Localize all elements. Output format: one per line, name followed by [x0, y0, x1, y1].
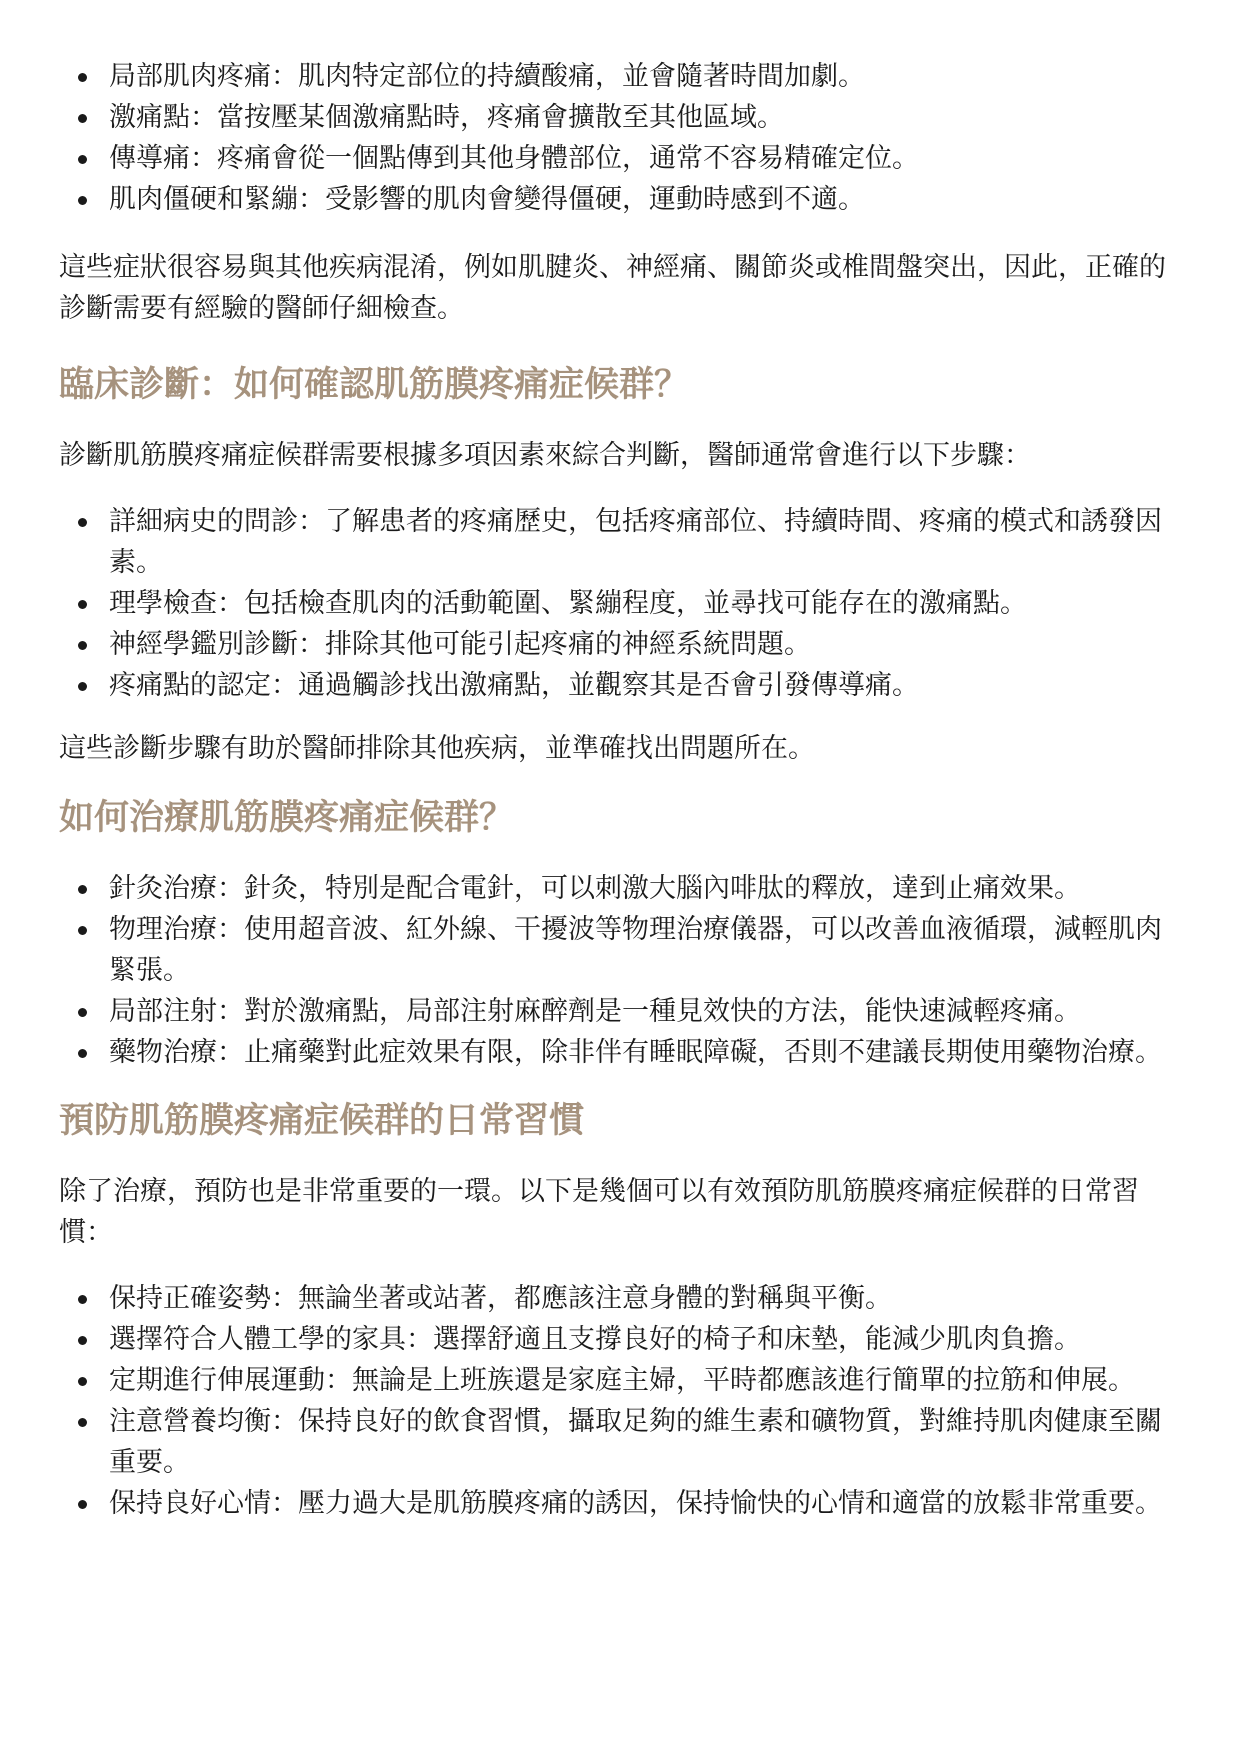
list-item: 局部注射：對於激痛點，局部注射麻醉劑是一種見效快的方法，能快速減輕疼痛。 — [109, 991, 1179, 1032]
symptom-list — [59, 56, 1179, 220]
list-item: 定期進行伸展運動：無論是上班族還是家庭主婦，平時都應該進行簡單的拉筋和伸展。 — [109, 1360, 1179, 1401]
prevention-list — [59, 1278, 1179, 1524]
list-item: 局部肌肉疼痛：肌肉特定部位的持續酸痛，並會隨著時間加劇。 — [109, 56, 1179, 97]
list-item: 物理治療：使用超音波、紅外線、干擾波等物理治療儀器，可以改善血液循環，減輕肌肉緊張。 — [109, 909, 1179, 991]
list-item: 神經學鑑別診斷：排除其他可能引起疼痛的神經系統問題。 — [109, 624, 1179, 665]
document-page — [59, 56, 1179, 1524]
list-item: 保持良好心情：壓力過大是肌筋膜疼痛的誘因，保持愉快的心情和適當的放鬆非常重要。 — [109, 1483, 1179, 1524]
prevention-heading: 預防肌筋膜疼痛症候群的日常習慣 — [59, 1101, 585, 1141]
list-item: 保持正確姿勢：無論坐著或站著，都應該注意身體的對稱與平衡。 — [109, 1278, 1179, 1319]
list-item: 理學檢查：包括檢查肌肉的活動範圍、緊繃程度，並尋找可能存在的激痛點。 — [109, 583, 1179, 624]
prevention-intro: 除了治療，預防也是非常重要的一環。以下是幾個可以有效預防肌筋膜疼痛症候群的日常習慣： — [59, 1176, 1139, 1248]
list-item: 選擇符合人體工學的家具：選擇舒適且支撐良好的椅子和床墊，能減少肌肉負擔。 — [109, 1319, 1179, 1360]
list-item: 疼痛點的認定：通過觸診找出激痛點，並觀察其是否會引發傳導痛。 — [109, 665, 1179, 706]
list-item: 傳導痛：疼痛會從一個點傳到其他身體部位，通常不容易精確定位。 — [109, 138, 1179, 179]
diagnosis-heading: 臨床診斷：如何確認肌筋膜疼痛症候群？ — [59, 365, 690, 405]
list-item: 針灸治療：針灸，特別是配合電針，可以刺激大腦內啡肽的釋放，達到止痛效果。 — [109, 868, 1179, 909]
diagnosis-intro: 診斷肌筋膜疼痛症候群需要根據多項因素來綜合判斷，醫師通常會進行以下步驟： — [59, 440, 1031, 471]
diagnosis-paragraph: 這些診斷步驟有助於醫師排除其他疾病，並準確找出問題所在。 — [59, 733, 815, 764]
symptom-paragraph: 這些症狀很容易與其他疾病混淆，例如肌腱炎、神經痛、關節炎或椎間盤突出，因此，正確的診斷需要有經驗的醫師仔細檢查。 — [59, 252, 1166, 324]
list-item: 詳細病史的問診：了解患者的疼痛歷史，包括疼痛部位、持續時間、疼痛的模式和誘發因素。 — [109, 501, 1179, 583]
treatment-heading: 如何治療肌筋膜疼痛症候群？ — [59, 798, 515, 838]
list-item: 注意營養均衡：保持良好的飲食習慣，攝取足夠的維生素和礦物質，對維持肌肉健康至關重要。 — [109, 1401, 1179, 1483]
list-item: 肌肉僵硬和緊繃：受影響的肌肉會變得僵硬，運動時感到不適。 — [109, 179, 1179, 220]
list-item: 激痛點：當按壓某個激痛點時，疼痛會擴散至其他區域。 — [109, 97, 1179, 138]
list-item: 藥物治療：止痛藥對此症效果有限，除非伴有睡眠障礙，否則不建議長期使用藥物治療。 — [109, 1032, 1179, 1073]
treatment-list — [59, 868, 1179, 1073]
diagnosis-list — [59, 501, 1179, 706]
